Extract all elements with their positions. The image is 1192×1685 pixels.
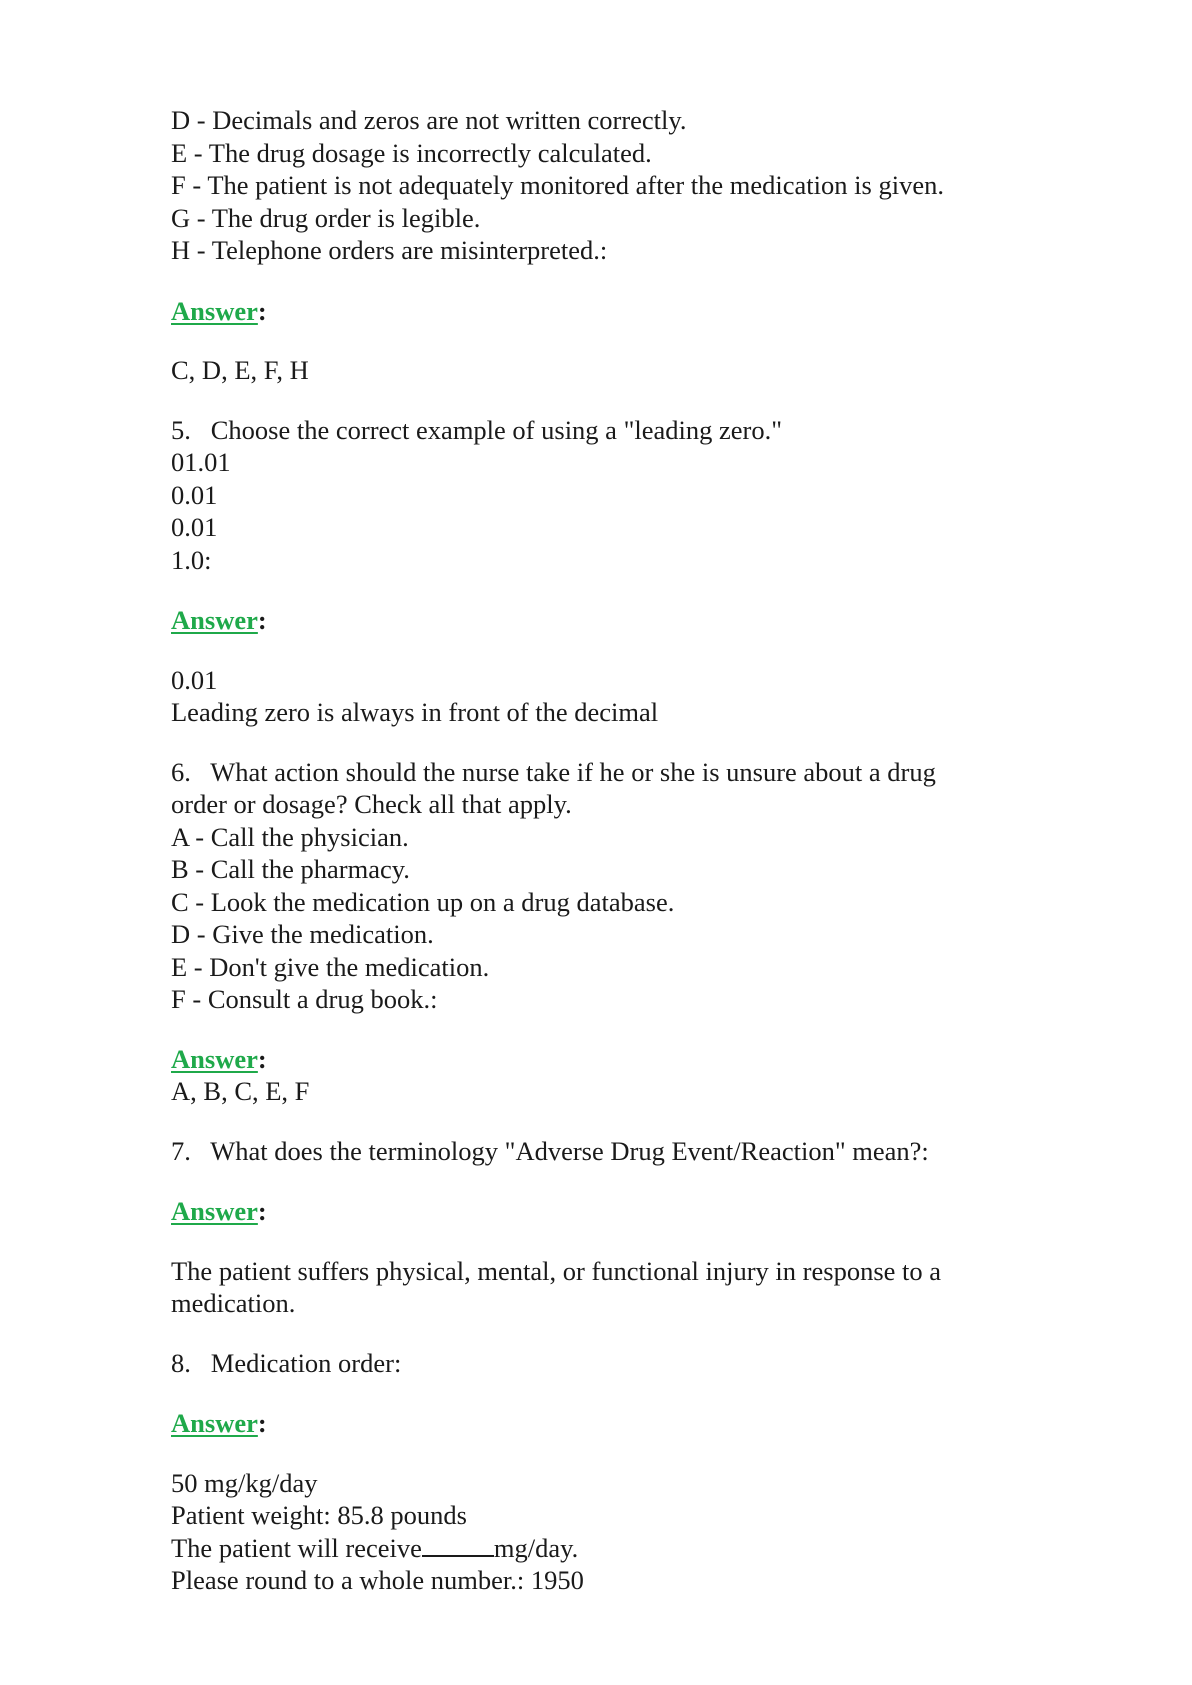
q8-answer-round: Please round to a whole number.: 1950	[171, 1565, 584, 1595]
q7-answer-label: Answer:	[171, 1196, 267, 1226]
q6-answer: A, B, C, E, F	[171, 1076, 310, 1106]
q4-option-f: F - The patient is not adequately monitored after the medication is given.	[171, 170, 944, 200]
q6-answer-label: Answer:	[171, 1043, 267, 1074]
document-page	[171, 104, 1051, 1597]
q6-question: 6. What action should the nurse take if he or she is unsure about a drug	[171, 756, 936, 787]
q5-question: 5. Choose the correct example of using a "leading zero."	[171, 414, 783, 445]
q7-answer-cont: medication.	[171, 1288, 296, 1318]
q8-answer-label: Answer:	[171, 1408, 267, 1438]
q7-answer: The patient suffers physical, mental, or functional injury in response to a	[171, 1255, 942, 1286]
q4-options	[171, 104, 1051, 267]
q4-option-g: G - The drug order is legible.	[171, 202, 481, 233]
q8-answer-weight: Patient weight: 85.8 pounds	[171, 1500, 467, 1530]
q6-question-cont: order or dosage? Check all that apply.	[171, 789, 572, 819]
q5-option: 1.0:	[171, 544, 212, 575]
q6-option-a: A - Call the physician.	[171, 821, 409, 852]
q5-answer-label: Answer:	[171, 605, 267, 635]
q6-option-d: D - Give the medication.	[171, 919, 434, 949]
q4-answer-label: Answer:	[171, 295, 267, 326]
q5-option: 01.01	[171, 447, 231, 477]
q5-explanation: Leading zero is always in front of the decimal	[171, 697, 659, 727]
q4-option-d: D - Decimals and zeros are not written correctly.	[171, 105, 687, 135]
q6-option-f: F - Consult a drug book.:	[171, 984, 438, 1014]
q8-question: 8. Medication order:	[171, 1347, 402, 1378]
fill-in-blank	[422, 1533, 494, 1557]
q4-option-h: H - Telephone orders are misinterpreted.:	[171, 235, 608, 265]
q6-option-e: E - Don't give the medication.	[171, 951, 490, 982]
q4-option-e: E - The drug dosage is incorrectly calculated.	[171, 137, 652, 168]
q7-question: 7. What does the terminology "Adverse Drug Event/Reaction" mean?:	[171, 1135, 929, 1166]
q5-option: 0.01	[171, 479, 218, 510]
q6-option-b: B - Call the pharmacy.	[171, 854, 410, 884]
q5-answer: 0.01	[171, 664, 218, 695]
q5-option: 0.01	[171, 512, 218, 542]
q6-option-c: C - Look the medication up on a drug database.	[171, 886, 675, 917]
q8-answer-receive: The patient will receive mg/day.	[171, 1532, 579, 1563]
q8-answer-dose: 50 mg/kg/day	[171, 1467, 318, 1498]
q4-answer: C, D, E, F, H	[171, 355, 309, 385]
